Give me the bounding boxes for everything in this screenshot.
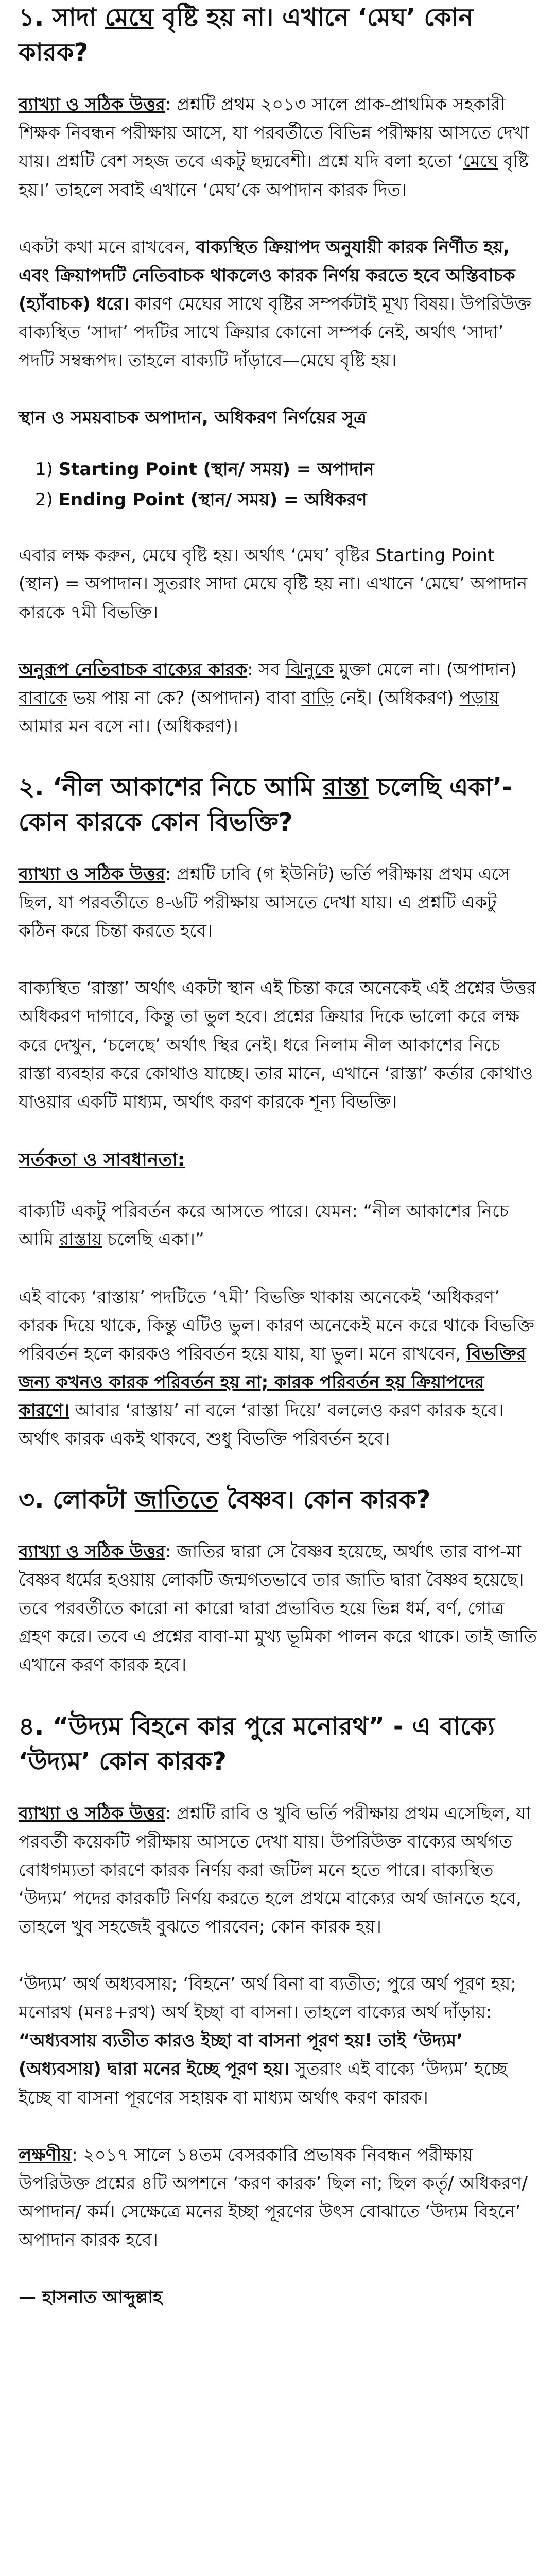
section-2-note: এই বাক্যে ‘রাস্তায়’ পদটিতে ‘৭মী’ বিভক্তি থাকায় অনেকেই ‘অধিকরণ’ কারক দিয়ে থাকে, কিন্তু এটিও ভুল। কারণ অনেকেই মনে করে থাকে বিভক্তি পরিবর্তন হলে কারকও পরিবর্তন হয়ে যায়, যা ভুল। মনে রাখবেন, বিভক্তির জন্য কখনও কারক পরিবর্তন হয় না; কারক পরিবর্তন হয় ক্রিয়াপদের কারণে। আবার ‘রাস্তায়’ না বলে ‘রাস্তা দিয়ে’ বললেও করণ কারক হবে। অর্থাৎ কারক একই থাকবে, শুধু বিভক্তি পরিবর্তন হবে। — [19, 1286, 534, 1449]
section-1-title: ১. সাদা মেঘে বৃষ্টি হয় না। এখানে ‘মেঘ’ কোন কারক? — [19, 3, 474, 67]
section-2-explanation: ব্যাখ্যা ও সঠিক উত্তর: প্রশ্নটি ঢাবি (গ ইউনিট) ভর্তি পরীক্ষায় প্রথম এসে ছিল, যা পরবর্তীতে ৪-৬টি পরীক্ষায় আসতে দেখা যায়। এ প্রশ্নটি একটু কঠিন করে চিন্তা করতে হবে। — [19, 864, 510, 942]
caution-heading: সর্তকতা ও সাবধানতা: — [19, 1149, 185, 1171]
section-3-title: ৩. লোকটা জাতিতে বৈষ্ণব। কোন কারক? — [19, 1485, 431, 1514]
section-4-note: লক্ষণীয়: ২০১৭ সালে ১৪তম বেসরকারি প্রভাষক নিবন্ধন পরীক্ষায় উপরিউক্ত প্রশ্নের ৪টি অপশনে ‘করণ কারক’ ছিল না; ছিল কর্তৃ/ অধিকরণ/ অপাদান/ কর্ম। সেক্ষেত্রে মনের ইচ্ছা পূরণের উৎস বোঝাতে ‘উদ্যম বিহনে’ অপাদান কারক হবে। — [19, 2144, 528, 2250]
section-1-examples: অনুরূপ নেতিবাচক বাক্যের কারক: সব ঝিনুকে মুক্তা মেলে না। (অপাদান) বাবাকে ভয় পায় না কে? (অপাদান) বাবা বাড়ি নেই। (অধিকরণ) পড়ায় আমার মন বসে না। (অধিকরণ)। — [19, 659, 517, 737]
section-1-rule-note: একটা কথা মনে রাখবেন, বাক্যস্থিত ক্রিয়াপদ অনুযায়ী কারক নির্ণীত হয়, এবং ক্রিয়াপদটি নেতিবাচক থাকলেও কারক নির্ণয় করতে হবে অস্তিবাচক (হ্যাঁবাচক) ধরে। কারণ মেঘের সাথে বৃষ্টির সম্পর্কটাই মূখ্য বিষয়। উপরিউক্ত বাক্যস্থিত ‘সাদা’ পদটির সাথে ক্রিয়ার কোনো সম্পর্ক নেই, অর্থাৎ ‘সাদা’ পদটি সম্বন্ধপদ। তাহলে বাক্যটি দাঁড়াবে—মেঘে বৃষ্টি হয়। — [19, 236, 532, 371]
section-1-explanation: ব্যাখ্যা ও সঠিক উত্তর: প্রশ্নটি প্রথম ২০১৩ সালে প্রাক-প্রাথমিক সহকারী শিক্ষক নিবন্ধন পরীক্ষায় আসে, যা পরবর্তীতে বিভিন্ন পরীক্ষায় আসতে দেখা যায়। প্রশ্নটি বেশ সহজ তবে একটু ছদ্মবেশী। প্রশ্নে যদি বলা হতো ‘মেঘে বৃষ্টি হয়।’ তাহলে সবাই এখানে ‘মেঘ’কে অপাদান কারক দিত। — [19, 94, 529, 200]
section-4-explanation: ব্যাখ্যা ও সঠিক উত্তর: প্রশ্নটি রাবি ও খুবি ভর্তি পরীক্ষায় প্রথম এসেছিল, যা পরবর্তী কয়েকটি পরীক্ষায় আসতে দেখা যায়। উপরিউক্ত বাক্যের অর্থগত বোধগম্যতা কারণে কারক নির্ণয় করা জটিল মনে হতে পারে। বাক্যস্থিত ‘উদ্যম’ পদের কারকটি নির্ণয় করতে হলে প্রথমে বাক্যের অর্থ জানতে হবে, তাহলে খুব সহজেই বুঝতে পারবেন; কোন কারক হয়। — [19, 1803, 531, 1938]
rule-item: 2) Ending Point (স্থান/ সময়) = অধিকরণ — [35, 489, 367, 510]
section-4-meaning: ‘উদ্যম’ অর্থ অধ্যবসায়; ‘বিহনে’ অর্থ বিনা বা ব্যতীত; পুরে অর্থ পূরণ হয়; মনোরথ (মনঃ+রথ) অর্থ ইচ্ছা বা বাসনা। তাহলে বাক্যের অর্থ দাঁড়ায়: “অধ্যবসায় ব্যতীত কারও ইচ্ছা বা বাসনা পূরণ হয়! তাই ‘উদ্যম’ (অধ্যবসায়) দ্বারা মনের ইচ্ছে পূরণ হয়। সুতরাং এই বাক্যে ‘উদ্যম’ হচ্ছে ইচ্ছে বা বাসনা পূরণের সহায়ক বা মাধ্যম অর্থাৎ করণ কারক। — [19, 1974, 516, 2108]
rule-item: 1) Starting Point (স্থান/ সময়) = অপাদান — [35, 459, 374, 480]
rule-heading: স্থান ও সময়বাচক অপাদান, অধিকরণ নির্ণয়ের সূত্র — [19, 408, 367, 429]
section-4-title: ৪. “উদ্যম বিহনে কার পুরে মনোরথ” - এ বাক্যে ‘উদ্যম’ কোন কারক? — [19, 1711, 495, 1776]
section-1-conclusion: এবার লক্ষ করুন, মেঘে বৃষ্টি হয়। অর্থাৎ ‘মেঘ’ বৃষ্টির Starting Point (স্থান) = অপাদান। সুতরাং সাদা মেঘে বৃষ্টি হয় না। এখানে ‘মেঘে’ অপাদান কারকে ৭মী বিভক্তি। — [19, 545, 528, 623]
section-3-explanation: ব্যাখ্যা ও সঠিক উত্তর: জাতির দ্বারা সে বৈষ্ণব হয়েছে, অর্থাৎ তার বাপ-মা বৈষ্ণব ধর্মের হওয়ায় লোকটি জন্মগতভাবে তার জাতি দ্বারা বৈষ্ণব হয়েছে। তবে পরবর্তীতে কারো না কারো দ্বারা প্রভাবিত হয়ে ভিন্ন ধর্ম, বর্ণ, গোত্র গ্রহণ করে। তবে এ প্রশ্নের বাবা-মা মুখ্য ভূমিকা পালন করে থাকে। তাই জাতি এখানে করণ কারক হবে। — [19, 1541, 537, 1676]
answer-label: ব্যাখ্যা ও সঠিক উত্তর — [19, 94, 165, 115]
section-2-title: ২. ‘নীল আকাশের নিচে আমি রাস্তা চলেছি একা’-কোন কারকে কোন বিভক্তি? — [19, 772, 513, 837]
author-signature: — হাসনাত আব্দুল্লাহ — [19, 2286, 162, 2308]
section-2-variant: বাক্যটি একটু পরিবর্তন করে আসতে পারে। যেমন: “নীল আকাশের নিচে আমি রাস্তায় চলেছি একা।” — [19, 1201, 509, 1250]
rule-list — [19, 454, 537, 515]
section-2-detail: বাক্যস্থিত ‘রাস্তা’ অর্থাৎ একটা স্থান এই চিন্তা করে অনেকেই এই প্রশ্নের উত্তর অধিকরণ দাগাবে, কিন্তু তা ভুল হবে। প্রশ্নের ক্রিয়ার দিকে ভালো করে লক্ষ করে দেখুন, ‘চলেছে’ অর্থাৎ স্থির নেই। ধরে নিলাম নীল আকাশের নিচে রাস্তা ব্যবহার করে কোথাও যাচ্ছে। তার মানে, এখানে ‘রাস্তা’ কর্তার কোথাও যাওয়ার একটি মাধ্যম, অর্থাৎ করণ কারকে শূন্য বিভক্তি। — [19, 978, 536, 1112]
